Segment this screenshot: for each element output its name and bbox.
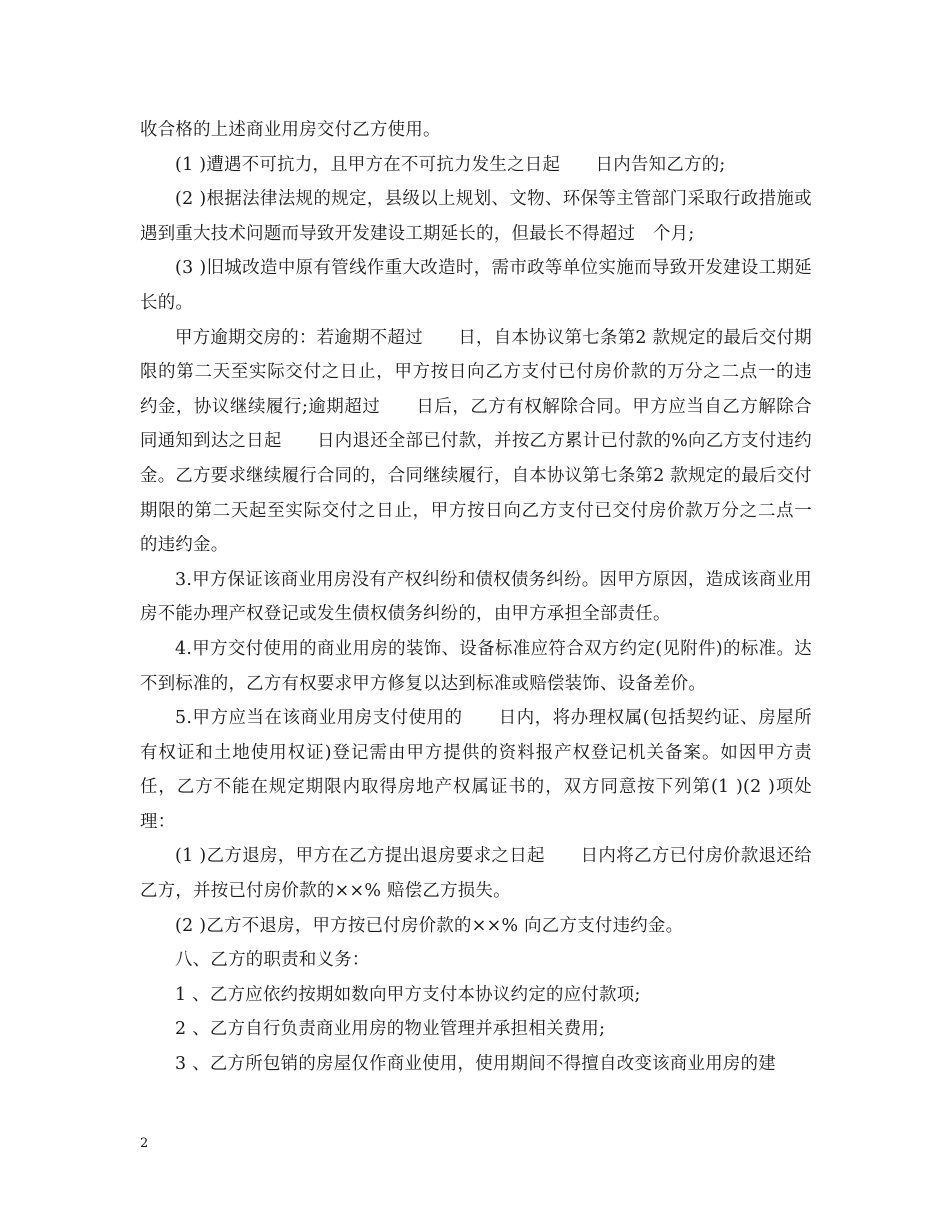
page-number: 2 <box>140 1136 149 1151</box>
paragraph: 甲方逾期交房的：若逾期不超过 日，自本协议第七条第2 款规定的最后交付期限的第二天至实际交付之日止，甲方按日向乙方支付已付房价款的万分之二点一的违约金，协议继续履行;逾期超过 日后，乙方有权解除合同。甲方应当自乙方解除合同通知到达之日起 日内退还全部已付款，并按乙方累计已付款的%向乙方支付违约金。乙方要求继续履行合同的，合同继续履行，自本协议第七条第2 款规定的最后交付期限的第二天起至实际交付之日止，甲方按日向乙方支付已交付房价款万分之二点一的违约金。 <box>140 327 812 556</box>
paragraph: (3 )旧城改造中原有管线作重大改造时，需市政等单位实施而导致开发建设工期延长的。 <box>140 258 812 313</box>
paragraph: 1 、乙方应依约按期如数向甲方支付本协议约定的应付款项; <box>175 984 641 1005</box>
paragraph: 5.甲方应当在该商业用房支付使用的 日内，将办理权属(包括契约证、房屋所有权证和土地使用权证)登记需由甲方提供的资料报产权登记机关备案。如因甲方责任，乙方不能在规定期限内取得房地产权属证书的，双方同意按下列第(1 )(2 )项处理： <box>140 708 812 832</box>
body-text <box>140 113 812 1082</box>
paragraph: 3.甲方保证该商业用房没有产权纠纷和债权债务纠纷。因甲方原因，造成该商业用房不能办理产权登记或发生债权债务纠纷的，由甲方承担全部责任。 <box>140 569 812 625</box>
paragraph: (2 )根据法律法规的规定，县级以上规划、文物、环保等主管部门采取行政措施或遇到重大技术问题而导致开发建设工期延长的，但最长不得超过 个月; <box>140 189 812 244</box>
paragraph: (1 )遭遇不可抗力，且甲方在不可抗力发生之日起 日内告知乙方的; <box>175 154 726 175</box>
paragraph: (2 )乙方不退房，甲方按已付房价款的××% 向乙方支付违约金。 <box>175 915 684 936</box>
paragraph: 八、乙方的职责和义务： <box>175 950 370 971</box>
paragraph: 4.甲方交付使用的商业用房的装饰、设备标准应符合双方约定(见附件)的标准。达不到标准的，乙方有权要求甲方修复以达到标准或赔偿装饰、设备差价。 <box>140 638 812 694</box>
paragraph: (1 )乙方退房，甲方在乙方提出退房要求之日起 日内将乙方已付房价款退还给乙方，并按已付房价款的××% 赔偿乙方损失。 <box>140 846 812 902</box>
paragraph: 收合格的上述商业用房交付乙方使用。 <box>140 120 441 140</box>
paragraph: 3 、乙方所包销的房屋仅作商业使用，使用期间不得擅自改变该商业用房的建 <box>175 1054 776 1075</box>
paragraph: 2 、乙方自行负责商业用房的物业管理并承担相关费用; <box>175 1019 606 1040</box>
